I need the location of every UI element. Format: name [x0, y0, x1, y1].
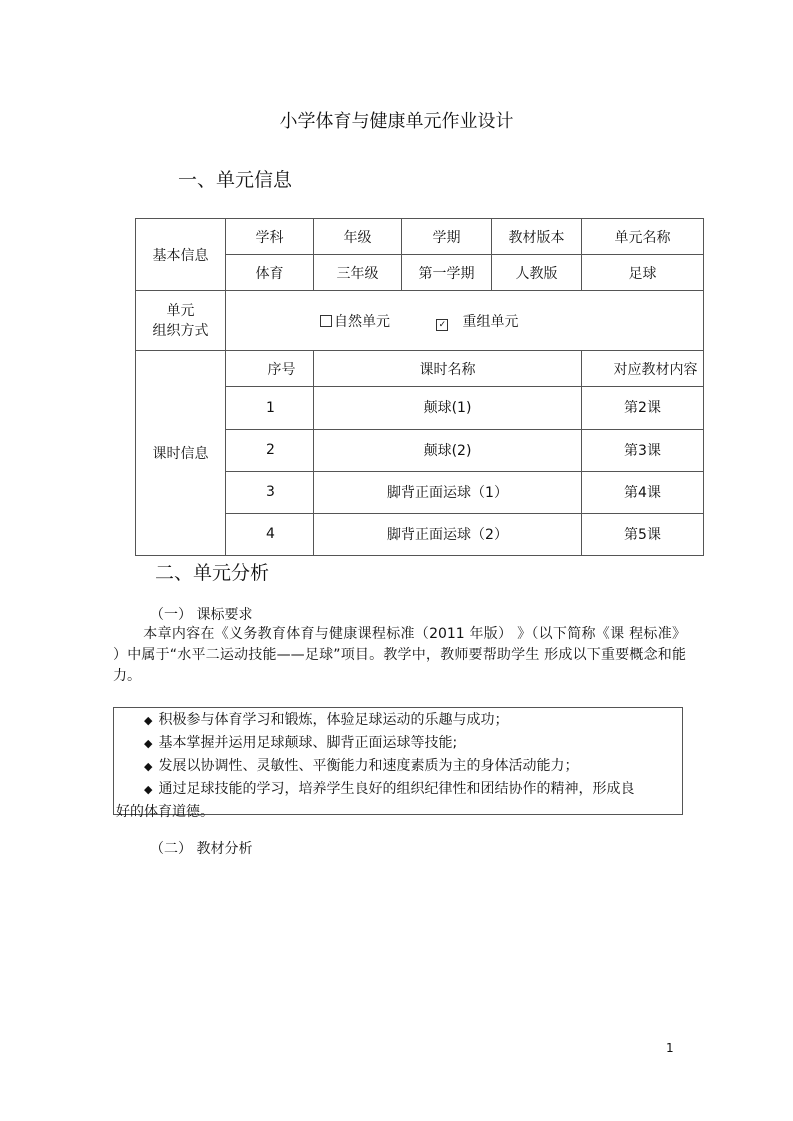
lesson-content: 第3课	[582, 429, 704, 471]
lesson-no: 2	[226, 429, 314, 471]
lesson-name: 脚背正面运球（1）	[314, 471, 582, 513]
header-unit-name: 单元名称	[582, 219, 704, 255]
lesson-name: 颠球(2)	[314, 429, 582, 471]
unit-info-table	[135, 218, 704, 556]
lesson-no: 3	[226, 471, 314, 513]
section-heading-unit-analysis: 二、单元分析	[155, 562, 270, 584]
list-item: ◆ 积极参与体育学习和锻炼，体验足球运动的乐趣与成功；	[144, 712, 509, 728]
value-grade: 三年级	[314, 255, 402, 291]
subheading-textbook-analysis: （二） 教材分析	[150, 841, 253, 857]
lesson-name: 脚背正面运球（2）	[314, 513, 582, 555]
lesson-no: 4	[226, 513, 314, 555]
value-term: 第一学期	[402, 255, 492, 291]
diamond-bullet-icon: ◆	[144, 783, 153, 796]
lesson-no: 1	[226, 387, 314, 429]
lesson-header-no: 序号	[226, 351, 314, 387]
basic-info-label: 基本信息	[136, 219, 226, 291]
org-method-options	[226, 291, 704, 351]
value-unit-name: 足球	[582, 255, 704, 291]
option-regroup-unit[interactable]: ✓ 重组单元	[436, 314, 518, 330]
list-item: ◆ 发展以协调性、灵敏性、平衡能力和速度素质为主的身体活动能力；	[144, 758, 579, 774]
option-natural-unit[interactable]: 自然单元	[320, 314, 394, 330]
curriculum-paragraph: 本章内容在《义务教育体育与健康课程标准（2011 年版） 》（以下简称《课 程标准》 ）中属于“水平二运动技能——足球”项目。教学中，教师要帮助学生 形成以下重要概念和能力。	[113, 626, 686, 684]
lesson-info-label: 课时信息	[136, 351, 226, 556]
diamond-bullet-icon: ◆	[144, 714, 153, 727]
diamond-bullet-icon: ◆	[144, 737, 153, 750]
diamond-bullet-icon: ◆	[144, 760, 153, 773]
lesson-content: 第4课	[582, 471, 704, 513]
header-grade: 年级	[314, 219, 402, 255]
lesson-name: 颠球(1)	[314, 387, 582, 429]
value-textbook: 人教版	[492, 255, 582, 291]
lesson-content: 第5课	[582, 513, 704, 555]
subheading-curriculum-standard: （一） 课标要求	[150, 607, 253, 623]
key-abilities-box	[113, 707, 683, 820]
value-subject: 体育	[226, 255, 314, 291]
document-title: 小学体育与健康单元作业设计	[279, 111, 514, 132]
checkbox-checked-icon[interactable]: ✓	[436, 319, 448, 331]
header-term: 学期	[402, 219, 492, 255]
list-item: ◆ 基本掌握并运用足球颠球、脚背正面运球等技能;	[144, 735, 458, 751]
checkbox-icon[interactable]	[320, 315, 332, 327]
lesson-header-content: 对应教材内容	[582, 351, 704, 387]
list-item: ◆ 通过足球技能的学习，培养学生良好的组织纪律性和团结协作的精神，形成良	[144, 781, 635, 797]
header-subject: 学科	[226, 219, 314, 255]
list-item-continuation: 好的体育道德。	[116, 804, 214, 820]
page-number: 1	[666, 1041, 674, 1055]
section-heading-unit-info: 一、单元信息	[178, 169, 293, 191]
lesson-content: 第2课	[582, 387, 704, 429]
lesson-header-name: 课时名称	[314, 351, 582, 387]
header-textbook: 教材版本	[492, 219, 582, 255]
org-method-label: 单元 组织方式	[136, 291, 226, 351]
